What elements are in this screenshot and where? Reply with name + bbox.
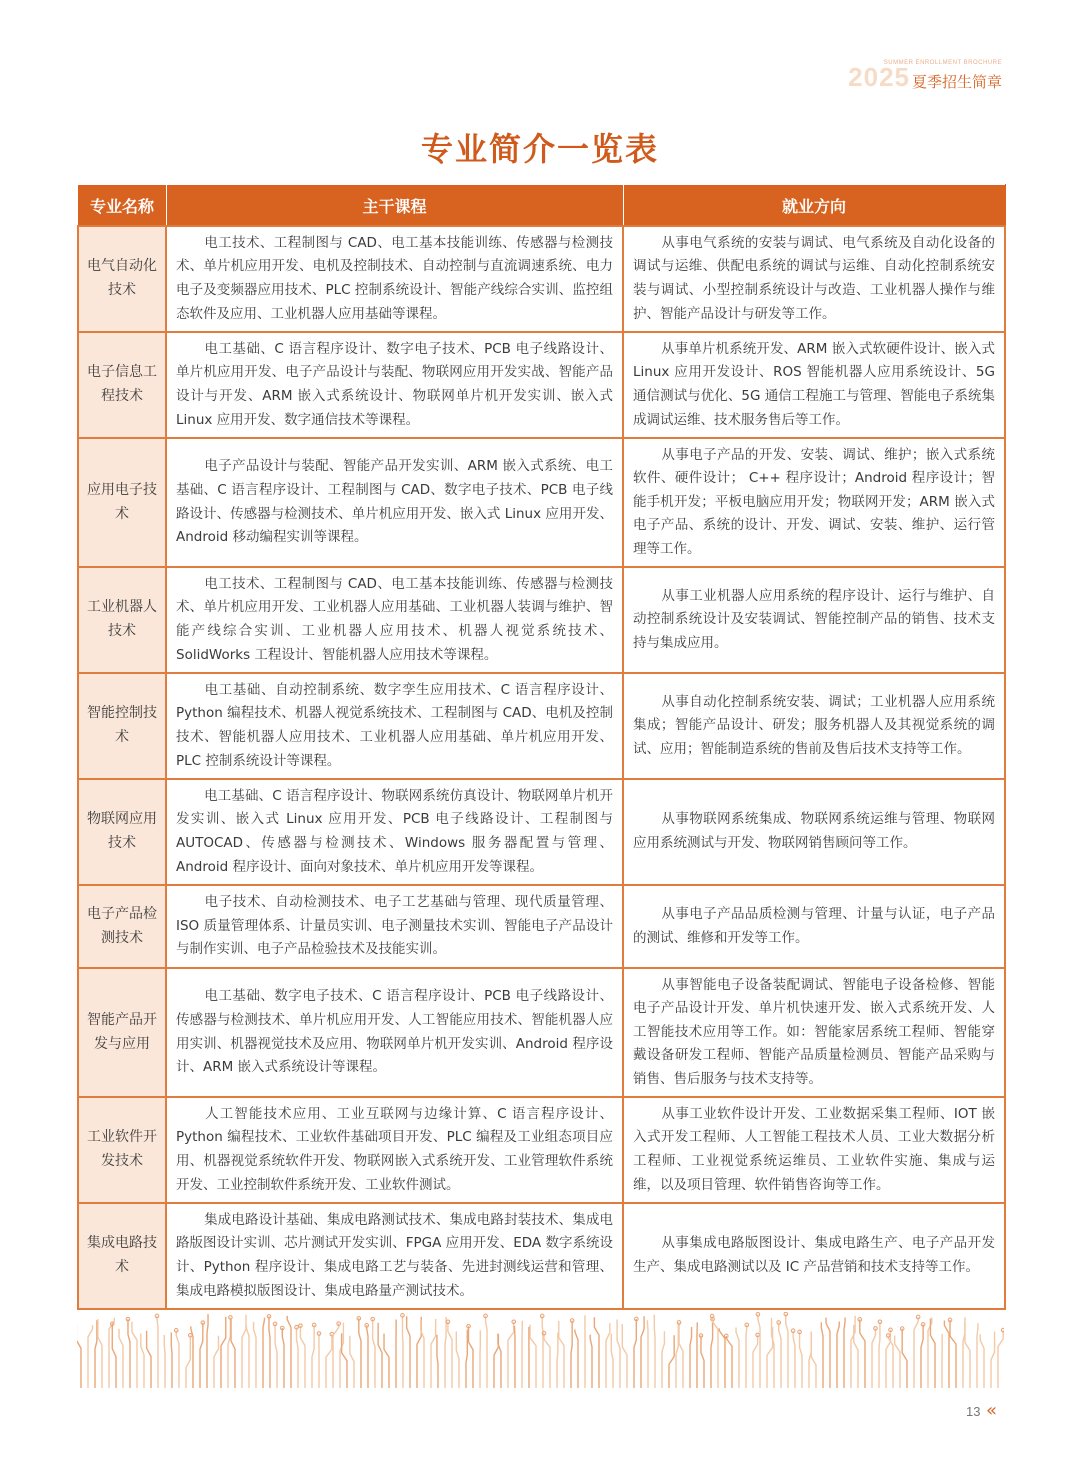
- major-careers-text: 从事自动化控制系统安装、调试；工业机器人应用系统集成；智能产品设计、研发；服务机器人及其视觉系统的调试、应用；智能制造系统的售前及售后技术支持等工作。: [633, 693, 995, 757]
- circuit-trace: [164, 1335, 165, 1388]
- major-name: 智能控制技术: [78, 673, 166, 779]
- circuit-trace: [622, 1324, 627, 1388]
- circuit-trace: [275, 1324, 277, 1388]
- circuit-trace: [571, 1321, 572, 1388]
- table-row: [78, 226, 1005, 332]
- major-careers-text: 从事物联网系统集成、物联网系统运维与管理、物联网应用系统测试与开发、物联网销售顾问等工作。: [633, 811, 995, 851]
- table-header-row: [78, 185, 1005, 227]
- circuit-trace: [119, 1329, 123, 1388]
- circuit-trace: [141, 1333, 144, 1388]
- major-courses-text: 电工基础、C 语言程序设计、物联网系统仿真设计、物联网单片机开发实训、嵌入式 Linux 应用开发、PCB 电子线路设计、工程制图与 AUTOCAD、传感器与检测技术、Windows 服务器配置与管理、Android 程序设计、面向对象技术、单片机应用开发等课程。: [176, 787, 613, 875]
- major-courses: [166, 885, 623, 968]
- major-careers: [623, 885, 1005, 968]
- circuit-trace: [844, 1318, 845, 1388]
- circuit-trace: [300, 1326, 305, 1388]
- major-courses-text: 电工基础、数字电子技术、C 语言程序设计、PCB 电子线路设计、传感器与检测技术、单片机应用开发、人工智能应用技术、智能机器人应用实训、机器视觉技术及应用、物联网单片机开发实训、Android 程序设计、ARM 嵌入式系统设计等课程。: [176, 988, 613, 1076]
- table-row: [78, 567, 1005, 673]
- circuit-trace: [431, 1319, 436, 1388]
- circuit-trace: [879, 1322, 880, 1388]
- header-brochure-label: 夏季招生简章: [911, 73, 1002, 91]
- circuit-trace: [95, 1320, 97, 1388]
- major-careers: [623, 968, 1005, 1097]
- circuit-trace: [112, 1324, 116, 1388]
- circuit-trace: [221, 1317, 226, 1388]
- circuit-trace: [746, 1325, 747, 1388]
- column-header-name: 专业名称: [78, 185, 166, 227]
- circuit-trace: [542, 1316, 543, 1388]
- circuit-trace: [254, 1322, 256, 1388]
- circuit-trace: [448, 1322, 452, 1388]
- circuit-trace: [214, 1336, 218, 1388]
- circuit-trace: [921, 1324, 923, 1388]
- circuit-trace: [679, 1322, 683, 1388]
- circuit-trace: [326, 1334, 332, 1388]
- circuit-trace: [282, 1328, 284, 1388]
- circuit-trace: [559, 1321, 564, 1388]
- circuit-trace: [611, 1334, 613, 1388]
- circuit-trace: [128, 1319, 130, 1388]
- major-careers: [623, 1203, 1005, 1309]
- major-name: 智能产品开发与应用: [78, 968, 166, 1097]
- circuit-trace: [297, 1327, 298, 1388]
- circuit-trace: [977, 1323, 978, 1388]
- table-row: [78, 779, 1005, 885]
- major-name: 电气自动化技术: [78, 226, 166, 332]
- circuit-trace: [466, 1330, 467, 1388]
- major-careers-text: 从事智能电子设备装配调试、智能电子设备检修、智能电子产品设计开发、单片机快速开发、嵌入式系统开发、人工智能技术应用等工作。如：智能家居系统工程师、智能穿戴设备研发工程师、智能产品质量检测员、智能产品采购与销售、售后服务与技术支持等。: [633, 976, 995, 1087]
- circuit-trace: [231, 1319, 235, 1388]
- major-courses-text: 电子技术、自动检测技术、电子工艺基础与管理、现代质量管理、ISO 质量管理体系、计量员实训、电子测量技术实训、智能电子产品设计与制作实训、电子产品检验技术及技能实训。: [176, 894, 613, 958]
- circuit-trace: [378, 1323, 382, 1388]
- page-number: 13: [966, 1404, 981, 1419]
- major-careers-text: 从事工业机器人应用系统的程序设计、运行与维护、自动控制系统设计及安装调试、智能控制产品的销售、技术支持与集成应用。: [633, 587, 995, 651]
- circuit-trace: [902, 1329, 907, 1388]
- major-name: 电子信息工程技术: [78, 332, 166, 438]
- circuit-trace: [719, 1328, 725, 1388]
- circuit-trace: [530, 1325, 536, 1388]
- circuit-trace: [421, 1320, 424, 1388]
- circuit-trace: [779, 1323, 781, 1388]
- circuit-trace: [786, 1314, 788, 1388]
- circuit-trace: [965, 1317, 970, 1388]
- circuit-trace: [508, 1322, 514, 1388]
- major-careers: [623, 226, 1005, 332]
- circuit-trace: [991, 1332, 995, 1388]
- circuit-trace: [312, 1325, 314, 1388]
- circuit-trace: [186, 1335, 190, 1388]
- major-careers: [623, 1097, 1005, 1203]
- major-name: 物联网应用技术: [78, 779, 166, 885]
- circuit-trace: [242, 1314, 246, 1388]
- column-header-courses: 主干课程: [166, 185, 623, 227]
- circuit-trace: [384, 1334, 389, 1388]
- circuit-trace: [872, 1328, 875, 1388]
- table-row: [78, 673, 1005, 779]
- chevron-left-icon[interactable]: «: [986, 1400, 998, 1421]
- major-courses-text: 电子产品设计与装配、智能产品开发实训、ARM 嵌入式系统、电工基础、C 语言程序设计、工程制图与 CAD、数字电子技术、PCB 电子线路设计、传感器与检测技术、单片机应用开发、嵌入式 Linux 应用开发、Android 移动编程实训等课程。: [176, 458, 613, 546]
- circuit-trace: [606, 1323, 610, 1388]
- table-row: [78, 968, 1005, 1097]
- major-name: 电子产品检测技术: [78, 885, 166, 968]
- circuit-trace: [498, 1334, 501, 1388]
- circuit-trace: [654, 1315, 655, 1388]
- circuit-trace: [914, 1317, 918, 1388]
- table-row: [78, 438, 1005, 567]
- major-courses: [166, 779, 623, 885]
- major-name: 集成电路技术: [78, 1203, 166, 1309]
- circuit-trace: [594, 1317, 599, 1388]
- circuit-trace: [950, 1320, 956, 1388]
- major-name: 应用电子技术: [78, 438, 166, 567]
- circuit-decoration: [77, 1312, 1004, 1388]
- circuit-trace: [647, 1320, 648, 1388]
- circuit-trace: [998, 1330, 1003, 1388]
- major-courses-text: 人工智能技术应用、工业互联网与边缘计算、C 语言程序设计、Python 编程技术、工业软件基础项目开发、PLC 编程及工业组态项目应用、机器视觉系统软件开发、物联网嵌入式系统开发、工业管理软件系统开发、工业控制软件系统开发、工业软件测试。: [176, 1105, 613, 1193]
- major-courses-text: 电工基础、C 语言程序设计、数字电子技术、PCB 电子线路设计、单片机应用开发、电子产品设计与装配、物联网应用开发实战、智能产品设计与开发、ARM 嵌入式系统设计、物联网单片机开发实训、嵌入式 Linux 应用开发、数字通信技术等课程。: [176, 340, 613, 428]
- circuit-trace: [486, 1316, 487, 1388]
- circuit-trace: [246, 1325, 249, 1388]
- major-courses: [166, 968, 623, 1097]
- circuit-trace: [736, 1327, 739, 1388]
- table-row: [78, 1097, 1005, 1203]
- major-name: 工业软件开发技术: [78, 1097, 166, 1203]
- circuit-trace: [944, 1320, 949, 1388]
- circuit-trace: [77, 1325, 81, 1388]
- circuit-trace: [851, 1316, 855, 1388]
- major-careers-text: 从事电子产品的开发、安装、调试、维护；嵌入式系统软件、硬件设计； C++ 程序设计；Android 程序设计；智能手机开发；平板电脑应用开发；物联网开发；ARM 嵌入式电子产品、系统的设计、开发、调试、安装、维护、运行管理等工作。: [633, 446, 995, 557]
- circuit-trace: [373, 1319, 375, 1388]
- circuit-trace: [437, 1335, 438, 1388]
- major-careers-text: 从事电气系统的安装与调试、电气系统及自动化设备的调试与运维、供配电系统的调试与运维、自动化控制系统安装与调试、小型控制系统设计与改造、工业机器人操作与维护、智能产品设计与研发等工作。: [633, 234, 995, 322]
- circuit-trace: [634, 1319, 636, 1388]
- circuit-trace: [575, 1330, 578, 1388]
- majors-table: [77, 184, 1006, 1310]
- major-careers-text: 从事单片机系统开发、ARM 嵌入式软硬件设计、嵌入式 Linux 应用开发设计、ROS 智能机器人应用系统设计、5G 通信测试与优化、5G 通信工程施工与管理、智能电子系统集成调试运维、技术服务售后等工作。: [633, 340, 995, 428]
- circuit-trace: [228, 1317, 230, 1388]
- circuit-trace: [758, 1314, 760, 1388]
- major-courses-text: 电工技术、工程制图与 CAD、电工基本技能训练、传感器与检测技术、单片机应用开发、工业机器人应用基础、工业机器人装调与维护、智能产线综合实训、工业机器人应用技术、机器人视觉系统技术、SolidWorks 工程设计、智能机器人应用技术等课程。: [176, 575, 613, 663]
- circuit-trace: [590, 1335, 592, 1388]
- circuit-trace: [793, 1331, 795, 1388]
- major-courses: [166, 1203, 623, 1309]
- circuit-trace: [826, 1318, 830, 1388]
- circuit-trace: [176, 1330, 179, 1388]
- circuit-trace: [662, 1331, 664, 1388]
- circuit-trace: [690, 1327, 692, 1388]
- circuit-trace: [837, 1321, 839, 1388]
- circuit-trace: [800, 1332, 802, 1388]
- circuit-trace: [407, 1316, 410, 1388]
- circuit-trace: [132, 1322, 137, 1388]
- circuit-trace: [930, 1318, 935, 1388]
- circuit-trace: [269, 1316, 270, 1388]
- circuit-trace: [669, 1335, 674, 1388]
- circuit-trace: [711, 1319, 713, 1388]
- major-courses-text: 电工基础、自动控制系统、数字孪生应用技术、C 语言程序设计、Python 编程技术、机器人视觉系统技术、工程制图与 CAD、电机及控制技术、智能机器人应用技术、工业机器人应用基础、单片机应用开发、PLC 控制系统设计等课程。: [176, 681, 613, 769]
- major-careers-text: 从事工业软件设计开发、工业数据采集工程师、IOT 嵌入式开发工程师、人工智能工程技术人员、工业大数据分析工程师、工业视觉系统运维员、工业软件实施、集成与运维，以及项目管理、软件销售咨询等工作。: [633, 1105, 995, 1193]
- page-title: 专业简介一览表: [420, 130, 659, 168]
- circuit-trace: [860, 1319, 865, 1388]
- circuit-trace: [367, 1325, 368, 1388]
- circuit-trace: [200, 1323, 203, 1388]
- circuit-trace: [147, 1331, 151, 1388]
- major-courses: [166, 1097, 623, 1203]
- circuit-trace: [456, 1331, 459, 1388]
- circuit-trace: [726, 1336, 732, 1388]
- major-courses: [166, 438, 623, 567]
- circuit-trace: [468, 1326, 473, 1388]
- circuit-trace: [191, 1326, 193, 1388]
- major-careers: [623, 673, 1005, 779]
- circuit-trace: [445, 1317, 446, 1388]
- table-body: [78, 226, 1005, 1309]
- circuit-trace: [676, 1322, 678, 1388]
- circuit-trace: [88, 1325, 93, 1388]
- major-careers-text: 从事电子产品品质检测与管理、计量与认证，电子产品的测试、维修和开发等工作。: [633, 905, 995, 946]
- circuit-trace: [895, 1336, 900, 1388]
- circuit-trace: [359, 1318, 361, 1388]
- circuit-trace: [342, 1333, 347, 1388]
- circuit-trace: [157, 1316, 158, 1388]
- circuit-trace: [350, 1336, 354, 1388]
- circuit-trace: [544, 1333, 550, 1388]
- circuit-trace: [753, 1335, 758, 1388]
- major-careers: [623, 567, 1005, 673]
- header-subtitle-en: SUMMER ENROLLMENT BROCHURE: [883, 60, 1002, 66]
- circuit-trace: [811, 1331, 816, 1388]
- table-row: [78, 1203, 1005, 1309]
- major-name: 工业机器人技术: [78, 567, 166, 673]
- major-courses: [166, 226, 623, 332]
- major-courses-text: 电工技术、工程制图与 CAD、电工基本技能训练、传感器与检测技术、单片机应用开发、电机及控制技术、自动控制与直流调速系统、电力电子及变频器应用技术、PLC 控制系统设计、智能产线综合实训、监控组态软件及应用、工业机器人应用基础等课程。: [176, 234, 613, 322]
- circuit-trace: [821, 1322, 823, 1388]
- major-courses: [166, 673, 623, 779]
- circuit-trace: [641, 1316, 644, 1388]
- column-header-careers: 就业方向: [623, 185, 1005, 227]
- major-courses: [166, 567, 623, 673]
- circuit-node: [1001, 1328, 1004, 1332]
- circuit-trace: [287, 1316, 291, 1388]
- circuit-trace: [98, 1319, 102, 1388]
- header-year: 2025: [848, 62, 910, 92]
- major-careers: [623, 438, 1005, 567]
- table-row: [78, 885, 1005, 968]
- major-careers: [623, 332, 1005, 438]
- major-courses: [166, 332, 623, 438]
- circuit-trace: [207, 1314, 208, 1388]
- major-careers: [623, 779, 1005, 885]
- circuit-trace: [854, 1325, 858, 1388]
- circuit-trace: [333, 1324, 339, 1388]
- circuit-trace: [617, 1320, 620, 1388]
- circuit-trace: [402, 1315, 403, 1388]
- table-row: [78, 332, 1005, 438]
- circuit-trace: [263, 1318, 264, 1388]
- circuit-trace: [557, 1333, 558, 1388]
- circuit-trace: [171, 1332, 172, 1388]
- circuit-trace: [980, 1334, 984, 1388]
- major-courses-text: 集成电路设计基础、集成电路测试技术、集成电路封装技术、集成电路版图设计实训、芯片测试开发实训、FPGA 应用开发、EDA 数字系统设计、Python 程序设计、集成电路工艺与装备、先进封测线运营和管理、集成电路模拟版图设计、集成电路量产测试技术。: [176, 1211, 613, 1299]
- circuit-trace: [701, 1336, 704, 1388]
- major-careers-text: 从事集成电路版图设计、集成电路生产、电子产品开发生产、集成电路测试以及 IC 产品营销和技术支持等工作。: [633, 1235, 995, 1275]
